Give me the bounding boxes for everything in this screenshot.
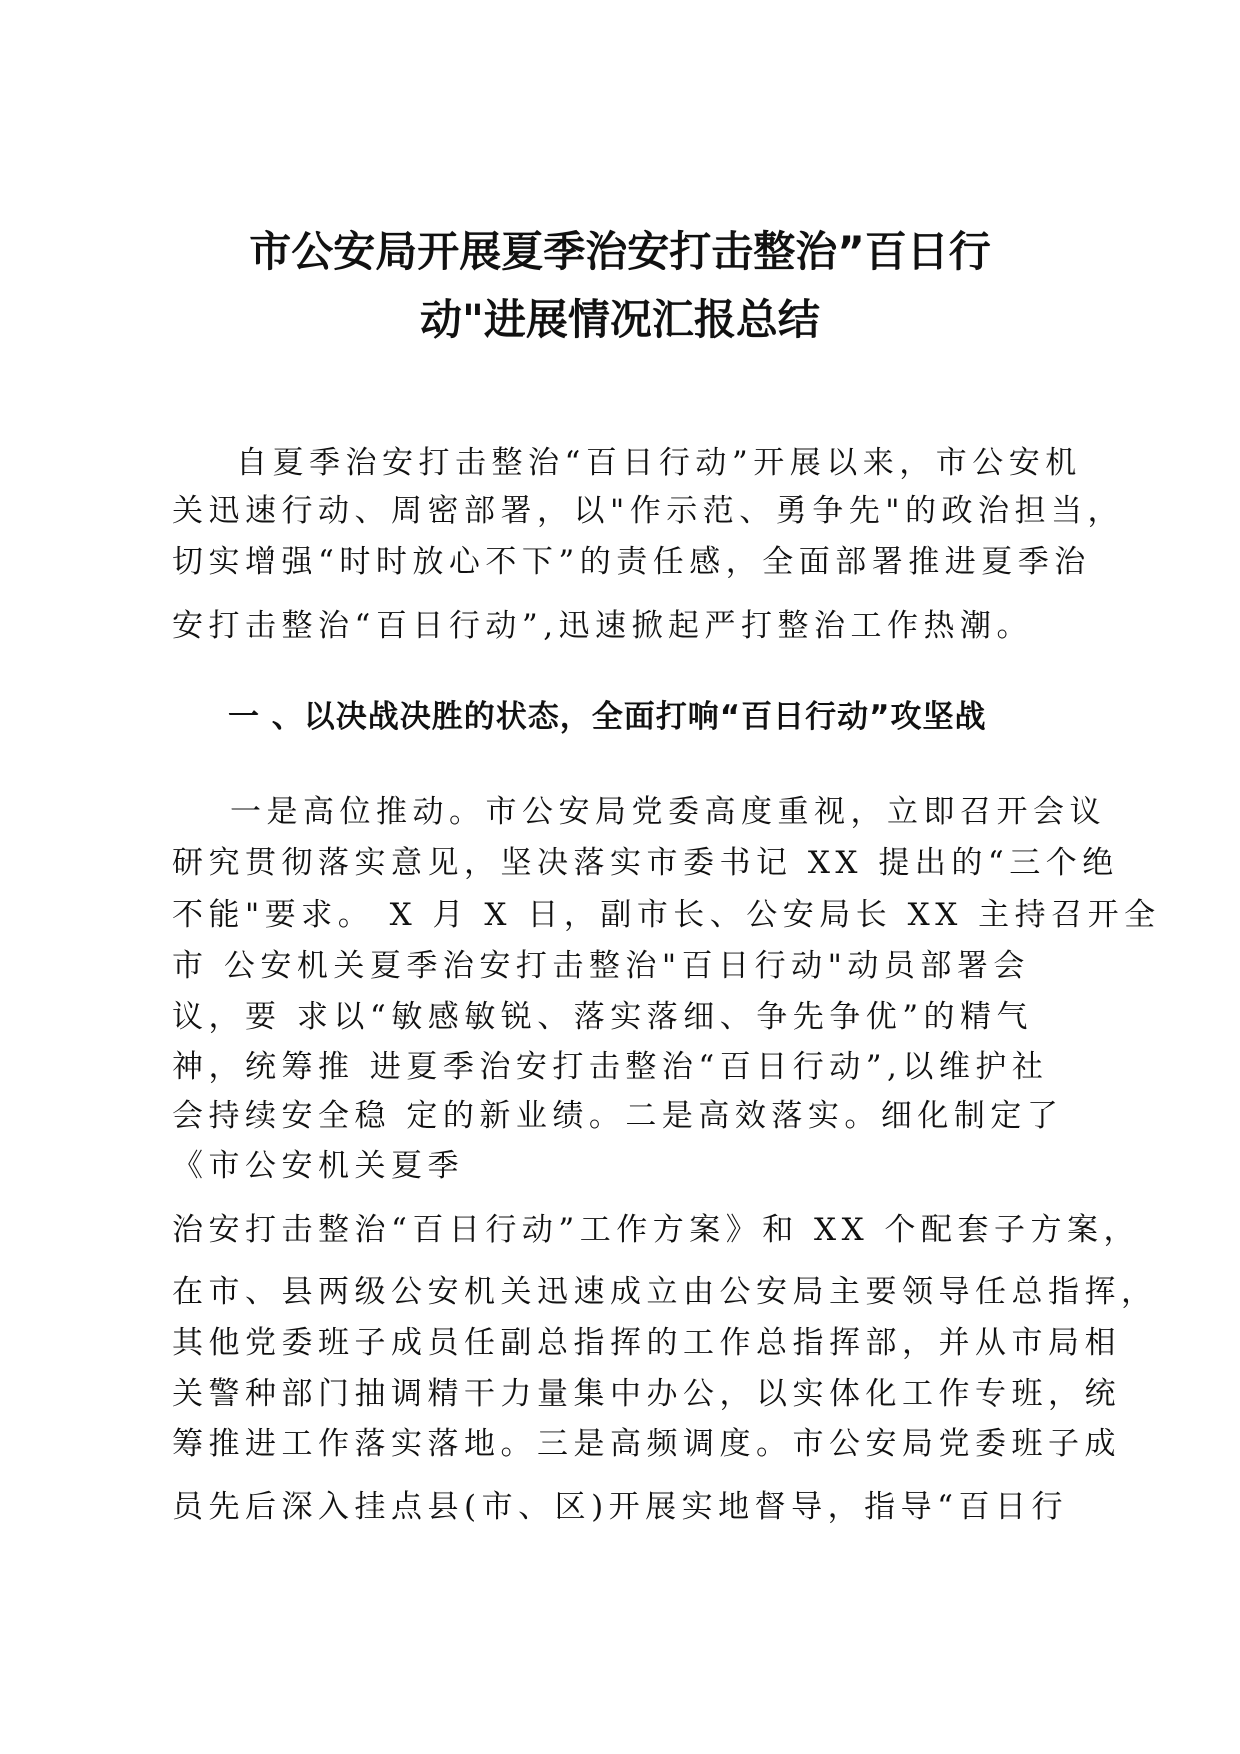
body-line: 研究贯彻落实意见，坚决落实市委书记 XX 提出的“三个绝 <box>172 845 1119 881</box>
body-line: 神，统筹推 进夏季治安打击整治“百日行动”,以维护社 <box>172 1049 1049 1085</box>
document-title-line-1: 市公安局开展夏季治安打击整治”百日行 <box>249 227 991 276</box>
body-line: 治安打击整治“百日行动”工作方案》和 XX 个配套子方案， <box>172 1212 1141 1248</box>
body-line: 市 公安机关夏季治安打击整治"百日行动"动员部署会 <box>172 948 1030 984</box>
intro-line: 安打击整治“百日行动”,迅速掀起严打整治工作热潮。 <box>172 608 1034 644</box>
body-line: 关警种部门抽调精干力量集中办公，以实体化工作专班，统 <box>172 1376 1121 1412</box>
body-line: 会持续安全稳 定的新业绩。二是高效落实。细化制定了 <box>172 1098 1064 1134</box>
body-line: 一是高位推动。市公安局党委高度重视，立即召开会议 <box>230 794 1106 830</box>
body-line: 在市、县两级公安机关迅速成立由公安局主要领导任总指挥， <box>172 1274 1158 1310</box>
section-heading: 一 、以决战决胜的状态，全面打响“百日行动”攻坚战 <box>228 699 987 735</box>
intro-line: 关迅速行动、周密部署，以"作示范、勇争先"的政治担当， <box>172 493 1125 529</box>
body-line: 员先后深入挂点县(市、区)开展实地督导，指导“百日行 <box>172 1489 1069 1525</box>
body-line: 筹推进工作落实落地。三是高频调度。市公安局党委班子成 <box>172 1426 1121 1462</box>
intro-line: 自夏季治安打击整治“百日行动”开展以来，市公安机 <box>236 445 1082 481</box>
body-line: 议，要 求以“敏感敏锐、落实落细、争先争优”的精气 <box>172 999 1034 1035</box>
body-line: 《市公安机关夏季 <box>172 1148 464 1184</box>
document-title-line-2: 动"进展情况汇报总结 <box>420 295 820 344</box>
body-line: 不能"要求。 X 月 X 日，副市长、公安局长 XX 主持召开全 <box>172 897 1161 933</box>
intro-line: 切实增强“时时放心不下”的责任感，全面部署推进夏季治 <box>172 544 1091 580</box>
body-line: 其他党委班子成员任副总指挥的工作总指挥部，并从市局相 <box>172 1325 1121 1361</box>
